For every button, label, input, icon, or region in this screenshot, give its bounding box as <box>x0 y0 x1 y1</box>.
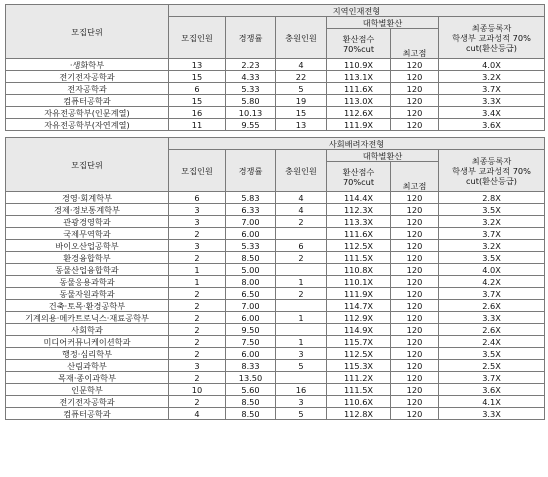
cell-recruit: 3 <box>169 204 226 216</box>
cell-final-grade: 3.3X <box>439 312 545 324</box>
cell-unit: 동물자원과학과 <box>6 288 169 300</box>
cell-competition: 8.50 <box>226 396 276 408</box>
header-max-score: 최고점 <box>391 47 439 59</box>
cell-max-score: 120 <box>391 372 439 384</box>
table-row <box>6 348 545 360</box>
cell-competition: 5.60 <box>226 384 276 396</box>
table-row <box>6 372 545 384</box>
cell-additional: 2 <box>276 252 327 264</box>
cell-additional: 15 <box>276 107 327 119</box>
cell-max-score: 120 <box>391 59 439 71</box>
header-max-score: 최고점 <box>391 180 439 192</box>
cell-recruit: 3 <box>169 360 226 372</box>
cell-final-grade: 2.5X <box>439 360 545 372</box>
cell-max-score: 120 <box>391 396 439 408</box>
cell-unit: 미디어커뮤니케이션학과 <box>6 336 169 348</box>
table-row <box>6 396 545 408</box>
table-row <box>6 59 545 71</box>
header-conv-score <box>327 29 391 59</box>
table-row <box>6 71 545 83</box>
cell-conv-score: 114.4X <box>327 192 391 204</box>
table-row <box>6 228 545 240</box>
cell-recruit: 2 <box>169 396 226 408</box>
cell-competition: 6.50 <box>226 288 276 300</box>
cell-additional <box>276 372 327 384</box>
cell-conv-score: 113.1X <box>327 71 391 83</box>
table-row <box>6 300 545 312</box>
cell-max-score: 120 <box>391 240 439 252</box>
cell-additional: 5 <box>276 360 327 372</box>
header-unit: 모집단위 <box>6 138 169 192</box>
cell-final-grade: 3.3X <box>439 95 545 107</box>
header-final-group <box>439 17 545 59</box>
header-final-line2: cut(환산등급) <box>466 175 517 186</box>
cell-conv-score: 110.9X <box>327 59 391 71</box>
cell-conv-score: 111.6X <box>327 228 391 240</box>
header-max-spacer <box>391 29 439 48</box>
table-row <box>6 240 545 252</box>
cell-conv-score: 112.5X <box>327 240 391 252</box>
table-row <box>6 204 545 216</box>
cell-max-score: 120 <box>391 348 439 360</box>
cell-competition: 8.50 <box>226 252 276 264</box>
cell-competition: 8.33 <box>226 360 276 372</box>
cell-additional: 16 <box>276 384 327 396</box>
table-row <box>6 252 545 264</box>
cell-additional: 4 <box>276 192 327 204</box>
cell-unit: 사회학과 <box>6 324 169 336</box>
cell-recruit: 6 <box>169 83 226 95</box>
cell-conv-score: 114.7X <box>327 300 391 312</box>
header-conversion-group: 대학별환산 <box>327 150 439 162</box>
cell-conv-score: 112.9X <box>327 312 391 324</box>
header-final-title: 최종등록자 <box>471 22 512 33</box>
cell-unit: 행정·심리학부 <box>6 348 169 360</box>
cell-conv-score: 111.2X <box>327 372 391 384</box>
table-row <box>6 95 545 107</box>
cell-conv-score: 111.5X <box>327 384 391 396</box>
cell-max-score: 120 <box>391 192 439 204</box>
cell-max-score: 120 <box>391 119 439 131</box>
cell-unit: 국제무역학과 <box>6 228 169 240</box>
cell-competition: 5.80 <box>226 95 276 107</box>
cell-competition: 6.00 <box>226 348 276 360</box>
table-row <box>6 276 545 288</box>
cell-competition: 10.13 <box>226 107 276 119</box>
cell-final-grade: 3.4X <box>439 107 545 119</box>
cell-final-grade: 3.7X <box>439 83 545 95</box>
cell-recruit: 2 <box>169 312 226 324</box>
cell-max-score: 120 <box>391 276 439 288</box>
cell-max-score: 120 <box>391 252 439 264</box>
header-final-line2: cut(환산등급) <box>466 42 517 53</box>
cell-unit: 컴퓨터공학과 <box>6 95 169 107</box>
cell-unit: 컴퓨터공학과 <box>6 408 169 420</box>
cell-final-grade: 2.6X <box>439 300 545 312</box>
cell-competition: 5.33 <box>226 83 276 95</box>
cell-conv-score: 112.8X <box>327 408 391 420</box>
header-final-line1: 학생부 교과성적 70% <box>452 165 531 176</box>
header-unit: 모집단위 <box>6 5 169 59</box>
cell-conv-score: 115.3X <box>327 360 391 372</box>
table-row <box>6 83 545 95</box>
cell-additional <box>276 300 327 312</box>
cell-competition: 6.33 <box>226 204 276 216</box>
cell-unit: 바이오산업공학부 <box>6 240 169 252</box>
cell-additional: 6 <box>276 240 327 252</box>
cell-final-grade: 3.2X <box>439 216 545 228</box>
cell-additional: 1 <box>276 336 327 348</box>
table2-body <box>6 192 545 420</box>
cell-recruit: 2 <box>169 300 226 312</box>
cell-additional <box>276 228 327 240</box>
cell-recruit: 15 <box>169 71 226 83</box>
cell-additional: 1 <box>276 312 327 324</box>
cell-max-score: 120 <box>391 288 439 300</box>
cell-unit: 동물산업융합학과 <box>6 264 169 276</box>
cell-competition: 6.00 <box>226 228 276 240</box>
cell-additional: 2 <box>276 216 327 228</box>
cell-max-score: 120 <box>391 324 439 336</box>
cell-conv-score: 110.6X <box>327 396 391 408</box>
cell-max-score: 120 <box>391 300 439 312</box>
cell-unit: 기계의용·메카트로닉스·재료공학부 <box>6 312 169 324</box>
cell-final-grade: 4.0X <box>439 264 545 276</box>
cell-recruit: 2 <box>169 336 226 348</box>
cell-unit: 산림과학부 <box>6 360 169 372</box>
cell-final-grade: 3.7X <box>439 372 545 384</box>
table-row <box>6 288 545 300</box>
cell-final-grade: 3.7X <box>439 288 545 300</box>
cell-max-score: 120 <box>391 71 439 83</box>
cell-recruit: 4 <box>169 408 226 420</box>
cell-max-score: 120 <box>391 360 439 372</box>
table-row <box>6 408 545 420</box>
cell-competition: 9.50 <box>226 324 276 336</box>
table-row <box>6 360 545 372</box>
cell-final-grade: 3.7X <box>439 228 545 240</box>
header-additional: 충원인원 <box>276 150 327 192</box>
header-final-group <box>439 150 545 192</box>
cell-recruit: 11 <box>169 119 226 131</box>
cell-unit: 자유전공학부(자연계열) <box>6 119 169 131</box>
cell-final-grade: 3.3X <box>439 408 545 420</box>
cell-recruit: 15 <box>169 95 226 107</box>
cell-final-grade: 3.5X <box>439 252 545 264</box>
cell-final-grade: 3.2X <box>439 240 545 252</box>
cell-final-grade: 2.6X <box>439 324 545 336</box>
admission-results-tables <box>5 4 544 420</box>
cell-additional: 3 <box>276 396 327 408</box>
cell-competition: 4.33 <box>226 71 276 83</box>
cell-conv-score: 113.3X <box>327 216 391 228</box>
cell-competition: 13.50 <box>226 372 276 384</box>
table-row <box>6 384 545 396</box>
cell-conv-score: 111.9X <box>327 288 391 300</box>
header-max-spacer <box>391 162 439 181</box>
cell-competition: 5.33 <box>226 240 276 252</box>
cell-final-grade: 4.1X <box>439 396 545 408</box>
cell-unit: 관광경영학과 <box>6 216 169 228</box>
cell-final-grade: 3.6X <box>439 384 545 396</box>
cell-max-score: 120 <box>391 83 439 95</box>
cell-additional: 19 <box>276 95 327 107</box>
cell-conv-score: 114.9X <box>327 324 391 336</box>
cell-final-grade: 3.2X <box>439 71 545 83</box>
cell-recruit: 1 <box>169 276 226 288</box>
regional-talent-table <box>5 4 545 131</box>
cell-unit: 목재·종이과학부 <box>6 372 169 384</box>
cell-additional: 3 <box>276 348 327 360</box>
header-additional: 충원인원 <box>276 17 327 59</box>
table-row <box>6 192 545 204</box>
cell-unit: 전기전자공학과 <box>6 396 169 408</box>
cell-max-score: 120 <box>391 228 439 240</box>
cell-conv-score: 110.1X <box>327 276 391 288</box>
cell-conv-score: 111.5X <box>327 252 391 264</box>
cell-conv-score: 111.6X <box>327 83 391 95</box>
cell-max-score: 120 <box>391 216 439 228</box>
cell-unit: 건축·토목·환경공학부 <box>6 300 169 312</box>
cell-additional: 4 <box>276 59 327 71</box>
header-recruit: 모집인원 <box>169 17 226 59</box>
table-row <box>6 312 545 324</box>
cell-recruit: 6 <box>169 192 226 204</box>
table-row <box>6 216 545 228</box>
header-final-line1: 학생부 교과성적 70% <box>452 32 531 43</box>
header-conv-score-line1: 환산점수 <box>342 33 375 44</box>
cell-max-score: 120 <box>391 264 439 276</box>
cell-unit: 전기전자공학과 <box>6 71 169 83</box>
cell-max-score: 120 <box>391 204 439 216</box>
table-row <box>6 119 545 131</box>
cell-competition: 9.55 <box>226 119 276 131</box>
header-conv-score <box>327 162 391 192</box>
cell-competition: 5.83 <box>226 192 276 204</box>
cell-final-grade: 3.6X <box>439 119 545 131</box>
cell-unit: 경영·회계학부 <box>6 192 169 204</box>
cell-recruit: 2 <box>169 324 226 336</box>
table-title: 사회배려자전형 <box>169 138 545 150</box>
cell-competition: 7.00 <box>226 300 276 312</box>
cell-unit: 전자공학과 <box>6 83 169 95</box>
header-recruit: 모집인원 <box>169 150 226 192</box>
cell-additional: 2 <box>276 288 327 300</box>
cell-additional: 22 <box>276 71 327 83</box>
header-conv-score-line1: 환산점수 <box>342 166 375 177</box>
cell-final-grade: 2.4X <box>439 336 545 348</box>
cell-recruit: 2 <box>169 228 226 240</box>
cell-unit: 인문학부 <box>6 384 169 396</box>
cell-additional: 1 <box>276 276 327 288</box>
cell-unit: 자유전공학부(인문계열) <box>6 107 169 119</box>
cell-recruit: 16 <box>169 107 226 119</box>
cell-final-grade: 2.8X <box>439 192 545 204</box>
cell-recruit: 2 <box>169 252 226 264</box>
cell-recruit: 10 <box>169 384 226 396</box>
cell-additional: 4 <box>276 204 327 216</box>
cell-unit: ·생화학부 <box>6 59 169 71</box>
cell-competition: 7.00 <box>226 216 276 228</box>
header-conversion-group: 대학별환산 <box>327 17 439 29</box>
cell-conv-score: 112.6X <box>327 107 391 119</box>
cell-additional: 5 <box>276 408 327 420</box>
cell-competition: 6.00 <box>226 312 276 324</box>
table-row <box>6 324 545 336</box>
cell-max-score: 120 <box>391 95 439 107</box>
cell-recruit: 13 <box>169 59 226 71</box>
cell-final-grade: 3.5X <box>439 204 545 216</box>
cell-final-grade: 3.5X <box>439 348 545 360</box>
cell-additional: 13 <box>276 119 327 131</box>
header-competition: 경쟁률 <box>226 17 276 59</box>
table-row <box>6 264 545 276</box>
cell-final-grade: 4.2X <box>439 276 545 288</box>
cell-conv-score: 112.3X <box>327 204 391 216</box>
cell-unit: 경제·정보통계학부 <box>6 204 169 216</box>
cell-recruit: 3 <box>169 240 226 252</box>
cell-recruit: 2 <box>169 372 226 384</box>
cell-additional <box>276 264 327 276</box>
cell-recruit: 2 <box>169 348 226 360</box>
cell-unit: 동물응용과학과 <box>6 276 169 288</box>
cell-final-grade: 4.0X <box>439 59 545 71</box>
header-conv-score-line2: 70%cut <box>342 43 375 54</box>
table1-body <box>6 59 545 131</box>
cell-recruit: 1 <box>169 264 226 276</box>
table-row <box>6 336 545 348</box>
cell-conv-score: 110.8X <box>327 264 391 276</box>
cell-competition: 8.50 <box>226 408 276 420</box>
cell-additional: 5 <box>276 83 327 95</box>
cell-conv-score: 112.5X <box>327 348 391 360</box>
header-competition: 경쟁률 <box>226 150 276 192</box>
social-consideration-table <box>5 137 545 420</box>
cell-competition: 8.00 <box>226 276 276 288</box>
cell-competition: 2.23 <box>226 59 276 71</box>
cell-competition: 7.50 <box>226 336 276 348</box>
cell-max-score: 120 <box>391 384 439 396</box>
cell-conv-score: 115.7X <box>327 336 391 348</box>
cell-unit: 환경융합학부 <box>6 252 169 264</box>
header-final-title: 최종등록자 <box>471 155 512 166</box>
cell-max-score: 120 <box>391 336 439 348</box>
cell-max-score: 120 <box>391 312 439 324</box>
cell-max-score: 120 <box>391 107 439 119</box>
cell-conv-score: 113.0X <box>327 95 391 107</box>
cell-recruit: 3 <box>169 216 226 228</box>
cell-max-score: 120 <box>391 408 439 420</box>
table-title: 지역인재전형 <box>169 5 545 17</box>
cell-conv-score: 111.9X <box>327 119 391 131</box>
header-conv-score-line2: 70%cut <box>342 176 375 187</box>
cell-competition: 5.00 <box>226 264 276 276</box>
cell-additional <box>276 324 327 336</box>
cell-recruit: 2 <box>169 288 226 300</box>
table-row <box>6 107 545 119</box>
